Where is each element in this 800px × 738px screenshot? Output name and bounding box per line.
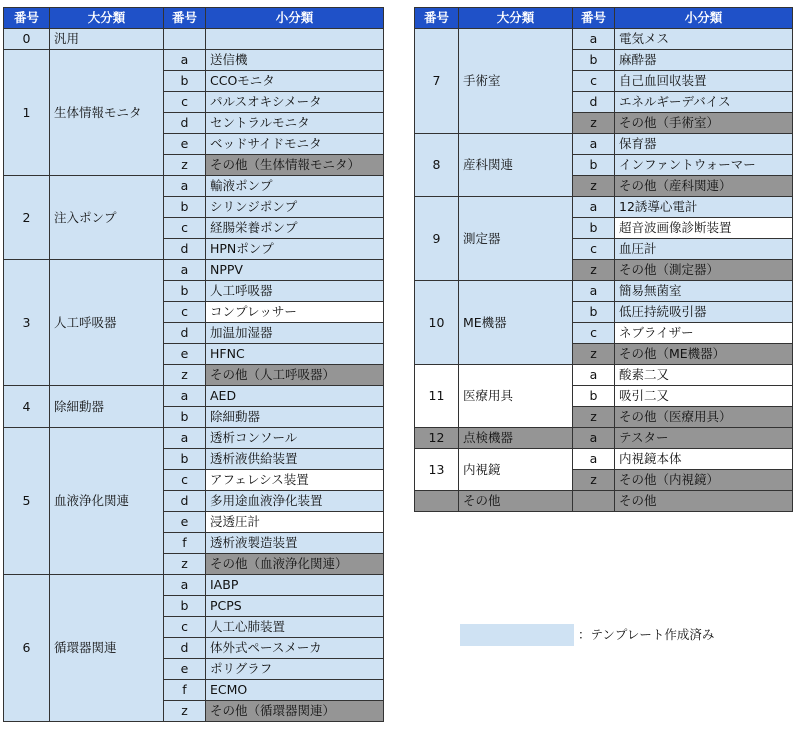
item-code: a: [573, 365, 615, 386]
item-label: 簡易無菌室: [615, 281, 793, 302]
category-name: 産科関連: [459, 134, 573, 197]
item-label: コンプレッサー: [206, 302, 384, 323]
item-label: ネブライザー: [615, 323, 793, 344]
item-label: 電気メス: [615, 29, 793, 50]
category-number: 1: [4, 50, 50, 176]
item-code: a: [164, 176, 206, 197]
item-label: 保育器: [615, 134, 793, 155]
table-row: [4, 428, 384, 449]
item-code: a: [573, 29, 615, 50]
category-name: 循環器関連: [50, 575, 164, 722]
item-label: 自己血回収装置: [615, 71, 793, 92]
item-label: パルスオキシメータ: [206, 92, 384, 113]
category-number: 4: [4, 386, 50, 428]
category-name: 点検機器: [459, 428, 573, 449]
item-label: ポリグラフ: [206, 659, 384, 680]
item-label: 内視鏡本体: [615, 449, 793, 470]
item-code: c: [164, 302, 206, 323]
item-code: d: [164, 491, 206, 512]
item-label: 透析液供給装置: [206, 449, 384, 470]
category-number: 3: [4, 260, 50, 386]
item-label: 超音波画像診断装置: [615, 218, 793, 239]
item-code: b: [164, 197, 206, 218]
item-code: c: [164, 470, 206, 491]
item-label: 体外式ペースメーカ: [206, 638, 384, 659]
item-code: b: [573, 302, 615, 323]
category-name: 除細動器: [50, 386, 164, 428]
item-code: z: [573, 407, 615, 428]
category-name: 汎用: [50, 29, 164, 50]
category-number: 5: [4, 428, 50, 575]
item-code: [164, 29, 206, 50]
category-number: [415, 491, 459, 512]
table-row: [415, 449, 793, 470]
category-name: 医療用具: [459, 365, 573, 428]
header-code: 番号: [164, 8, 206, 29]
item-code: z: [164, 701, 206, 722]
item-code: b: [573, 155, 615, 176]
table-row: [415, 281, 793, 302]
table-row: [4, 386, 384, 407]
table-row: [415, 491, 793, 512]
item-code: b: [164, 281, 206, 302]
category-number: 7: [415, 29, 459, 134]
item-code: a: [164, 575, 206, 596]
item-label: テスター: [615, 428, 793, 449]
category-number: 0: [4, 29, 50, 50]
item-label: CCOモニタ: [206, 71, 384, 92]
item-label: NPPV: [206, 260, 384, 281]
category-name: 測定器: [459, 197, 573, 281]
item-code: a: [164, 386, 206, 407]
item-code: a: [573, 428, 615, 449]
item-code: a: [164, 260, 206, 281]
item-code: c: [164, 92, 206, 113]
table-row: [4, 176, 384, 197]
item-label: 多用途血液浄化装置: [206, 491, 384, 512]
item-code: f: [164, 680, 206, 701]
item-label: 透析コンソール: [206, 428, 384, 449]
item-code: z: [573, 113, 615, 134]
item-code: e: [164, 512, 206, 533]
item-code: a: [573, 281, 615, 302]
item-label: 浸透圧計: [206, 512, 384, 533]
item-label: PCPS: [206, 596, 384, 617]
item-label: HPNポンプ: [206, 239, 384, 260]
category-name: 注入ポンプ: [50, 176, 164, 260]
table-row: [415, 134, 793, 155]
left-category-table: [3, 7, 384, 722]
item-code: a: [573, 134, 615, 155]
item-label: その他（ME機器）: [615, 344, 793, 365]
item-label: IABP: [206, 575, 384, 596]
item-code: e: [164, 659, 206, 680]
item-code: z: [573, 176, 615, 197]
item-code: b: [164, 71, 206, 92]
category-name: 人工呼吸器: [50, 260, 164, 386]
item-label: ベッドサイドモニタ: [206, 134, 384, 155]
table-row: [4, 29, 384, 50]
category-name: 生体情報モニタ: [50, 50, 164, 176]
item-code: c: [164, 218, 206, 239]
category-name: その他: [459, 491, 573, 512]
item-label: セントラルモニタ: [206, 113, 384, 134]
item-label: シリンジポンプ: [206, 197, 384, 218]
header-code: 番号: [573, 8, 615, 29]
item-label: その他（循環器関連）: [206, 701, 384, 722]
item-label: インファントウォーマー: [615, 155, 793, 176]
category-name: 内視鏡: [459, 449, 573, 491]
item-code: z: [573, 344, 615, 365]
category-name: 血液浄化関連: [50, 428, 164, 575]
header-major-category: 大分類: [459, 8, 573, 29]
item-label: 血圧計: [615, 239, 793, 260]
item-label: [206, 29, 384, 50]
header-number: 番号: [415, 8, 459, 29]
item-code: [573, 491, 615, 512]
item-label: 吸引二又: [615, 386, 793, 407]
item-code: d: [164, 113, 206, 134]
item-label: その他（産科関連）: [615, 176, 793, 197]
item-code: d: [164, 638, 206, 659]
item-label: エネルギーデバイス: [615, 92, 793, 113]
table-row: [415, 29, 793, 50]
item-code: b: [573, 386, 615, 407]
table-row: [4, 575, 384, 596]
header-minor-category: 小分類: [615, 8, 793, 29]
item-code: b: [164, 449, 206, 470]
item-code: d: [573, 92, 615, 113]
item-code: b: [573, 50, 615, 71]
table-row: [415, 197, 793, 218]
item-code: e: [164, 344, 206, 365]
item-code: z: [164, 155, 206, 176]
item-label: 透析液製造装置: [206, 533, 384, 554]
item-code: a: [573, 197, 615, 218]
table-row: [4, 260, 384, 281]
item-code: b: [164, 596, 206, 617]
category-name: ME機器: [459, 281, 573, 365]
category-number: 10: [415, 281, 459, 365]
legend-swatch: [460, 624, 574, 646]
table-header: [415, 8, 793, 29]
item-code: c: [573, 323, 615, 344]
table-row: [415, 365, 793, 386]
item-label: その他: [615, 491, 793, 512]
right-category-table: [414, 7, 793, 512]
item-code: d: [164, 323, 206, 344]
item-code: z: [573, 470, 615, 491]
item-code: c: [573, 71, 615, 92]
item-code: b: [164, 407, 206, 428]
category-number: 8: [415, 134, 459, 197]
item-label: アフェレシス装置: [206, 470, 384, 491]
header-number: 番号: [4, 8, 50, 29]
table-row: [415, 428, 793, 449]
table-row: [4, 50, 384, 71]
item-label: その他（人工呼吸器）: [206, 365, 384, 386]
category-name: 手術室: [459, 29, 573, 134]
category-number: 12: [415, 428, 459, 449]
table-header: [4, 8, 384, 29]
category-number: 6: [4, 575, 50, 722]
category-number: 11: [415, 365, 459, 428]
item-code: a: [164, 50, 206, 71]
item-label: その他（測定器）: [615, 260, 793, 281]
item-label: 人工心肺装置: [206, 617, 384, 638]
item-label: その他（内視鏡）: [615, 470, 793, 491]
item-label: ECMO: [206, 680, 384, 701]
item-code: e: [164, 134, 206, 155]
item-label: 加温加湿器: [206, 323, 384, 344]
item-label: 12誘導心電計: [615, 197, 793, 218]
item-label: 経腸栄養ポンプ: [206, 218, 384, 239]
header-major-category: 大分類: [50, 8, 164, 29]
item-label: その他（血液浄化関連）: [206, 554, 384, 575]
item-label: 麻酔器: [615, 50, 793, 71]
item-label: 除細動器: [206, 407, 384, 428]
item-label: 酸素二又: [615, 365, 793, 386]
item-code: a: [164, 428, 206, 449]
item-code: c: [164, 617, 206, 638]
item-code: a: [573, 449, 615, 470]
item-label: その他（医療用具）: [615, 407, 793, 428]
item-code: b: [573, 218, 615, 239]
item-label: 人工呼吸器: [206, 281, 384, 302]
item-label: AED: [206, 386, 384, 407]
item-code: z: [573, 260, 615, 281]
item-label: その他（手術室）: [615, 113, 793, 134]
item-code: d: [164, 239, 206, 260]
header-minor-category: 小分類: [206, 8, 384, 29]
item-code: f: [164, 533, 206, 554]
item-code: z: [164, 365, 206, 386]
item-label: 送信機: [206, 50, 384, 71]
item-label: 輸液ポンプ: [206, 176, 384, 197]
item-code: c: [573, 239, 615, 260]
item-label: HFNC: [206, 344, 384, 365]
item-label: その他（生体情報モニタ）: [206, 155, 384, 176]
item-code: z: [164, 554, 206, 575]
category-number: 2: [4, 176, 50, 260]
legend-label: ：テンプレート作成済み: [578, 627, 715, 642]
category-number: 13: [415, 449, 459, 491]
item-label: 低圧持続吸引器: [615, 302, 793, 323]
category-number: 9: [415, 197, 459, 281]
